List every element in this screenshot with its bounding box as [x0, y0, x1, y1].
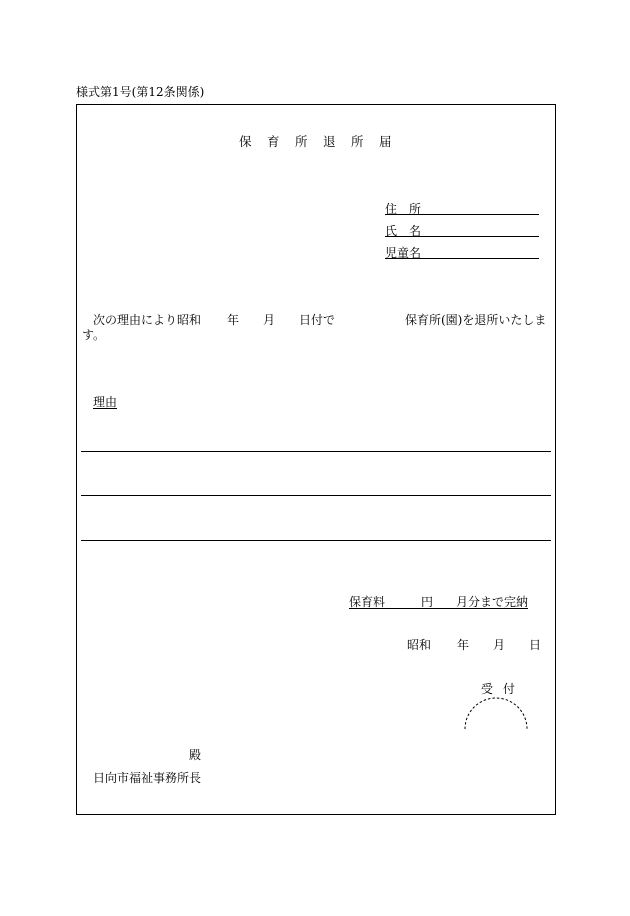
name-label: 氏 名	[385, 224, 422, 238]
statement-day: 日付で	[299, 313, 336, 327]
statement-year: 年	[227, 313, 240, 327]
name-line	[385, 236, 539, 237]
child-name-label: 児童名	[385, 246, 422, 260]
recipient: 日向市福祉事務所長	[93, 771, 202, 785]
date-day: 日	[529, 638, 542, 652]
statement-intro: 次の理由により昭和	[93, 313, 202, 327]
receipt-stamp-arc	[462, 696, 530, 732]
reason-line-2	[81, 495, 551, 496]
date-year: 年	[457, 638, 470, 652]
statement-month: 月	[263, 313, 276, 327]
form-title: 保育所退所届	[239, 134, 408, 149]
address-label: 住 所	[385, 202, 422, 216]
date-era: 昭和	[407, 638, 432, 652]
reason-label: 理由	[93, 395, 118, 409]
fee-label: 保育料	[349, 595, 386, 609]
fee-paid-text: 月分まで完納	[456, 595, 529, 609]
address-line	[385, 214, 539, 215]
child-name-line	[385, 258, 539, 259]
reason-line-3	[81, 540, 551, 541]
reason-line-1	[81, 451, 551, 452]
honorific: 殿	[189, 748, 202, 762]
form-number: 様式第1号(第12条関係)	[76, 85, 205, 99]
fee-underline	[349, 608, 528, 609]
receipt-label: 受付	[481, 682, 526, 696]
statement-continuation: す。	[82, 328, 106, 342]
fee-yen: 円	[421, 595, 434, 609]
statement-nursery: 保育所(園)を退所いたしま	[405, 313, 547, 327]
date-month: 月	[493, 638, 506, 652]
